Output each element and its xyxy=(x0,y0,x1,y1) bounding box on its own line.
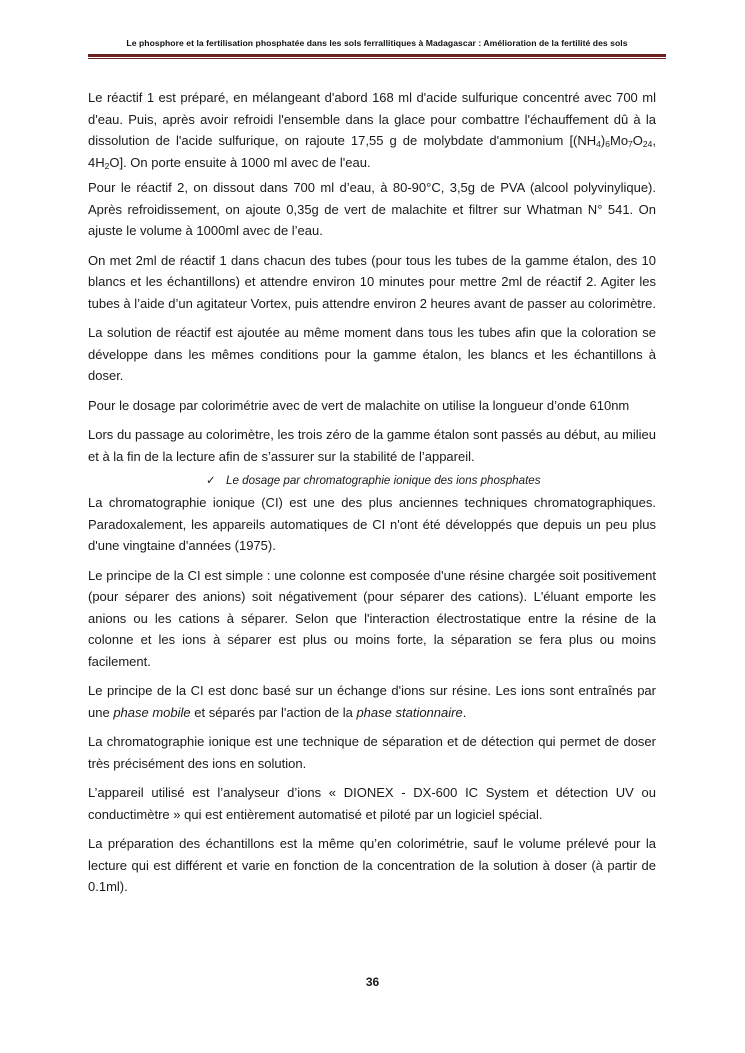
text-run: ) xyxy=(600,133,606,148)
emphasis-phase-mobile: phase mobile xyxy=(113,704,191,720)
paragraph-ci-definition: La chromatographie ionique est une technique de séparation et de détection qui permet de doser très précisément des ions en solution. xyxy=(88,734,656,771)
paragraph-wavelength: Pour le dosage par colorimétrie avec de vert de malachite on utilise la longueur d’onde 610nm xyxy=(88,397,630,413)
paragraph-ion-exchange xyxy=(88,680,656,723)
checkmark-icon: ✓ xyxy=(206,474,216,487)
paragraph-ci-principle: Le principe de la CI est simple : une colonne est composée d'une résine chargée soit positivement (pour séparer des anions) soit négativement (pour séparer des cations). L'éluant emporte les anions ou les cations à séparer. Selon que l'interaction électrostatique entre la résine de la colonne et les ions à séparer est plus ou moins forte, la séparation se fera plus ou moins facilement. xyxy=(88,567,656,669)
text-run: Le principe de la CI est donc basé sur un échange d'ions sur résine. Les ions sont entraînés par une xyxy=(88,683,656,720)
paragraph-tubes-procedure: On met 2ml de réactif 1 dans chacun des tubes (pour tous les tubes de la gamme étalon, des 10 blancs et les échantillons) et attendre environ 10 minutes pour mettre 2ml de réactif 2. Agiter les tubes à l’aide d’un agitateur Vortex, puis attendre environ 2 heures avant de passer au colorimètre. xyxy=(88,252,657,311)
subscript: 2 xyxy=(104,160,110,171)
text-run: . xyxy=(462,704,467,720)
paragraph-ci-intro: La chromatographie ionique (CI) est une des plus anciennes techniques chromatographiques. Paradoxalement, les appareils automatiques de CI n'ont été développés que depuis un peu plus d'une vingtaine d'années (1975). xyxy=(88,495,656,553)
text-run: O xyxy=(632,133,643,148)
subscript: 7 xyxy=(628,139,633,149)
paragraph-reagent-2: Pour le réactif 2, on dissout dans 700 ml d’eau, à 80-90°C, 3,5g de PVA (alcool polyvinylique). Après refroidissement, on ajoute 0,35g de vert de malachite et filtrer sur Whatman N° 541. On ajuste le volume à 1000ml avec de l’eau. xyxy=(88,180,656,238)
text-run: O]. On porte ensuite à 1000 ml avec de l'eau. xyxy=(109,154,371,170)
paragraph-sample-prep: La préparation des échantillons est la même qu’en colorimétrie, sauf le volume prélevé pour la lecture qui est différent et varie en fonction de la concentration de la solution à doser (à partir de 0.1ml). xyxy=(88,836,656,894)
page-number: 36 xyxy=(365,975,380,989)
running-header: Le phosphore et la fertilisation phosphatée dans les sols ferrallitiques à Madagascar : Amélioration de la fertilité des sols xyxy=(126,38,628,48)
text-run: Le réactif 1 est préparé, en mélangeant d'abord 168 ml d'acide sulfurique concentré avec 700 ml d'eau. Puis, après avoir refroidi l'ensemble dans la glace pour combattre l'échauffement dû à la dissolution de l'acide sulfurique, on rajoute 17,55 g de molybdate d'ammonium [(NH xyxy=(88,90,656,148)
paragraph-apparatus: L’appareil utilisé est l’analyseur d’ions « DIONEX - DX-600 IC System et détection UV ou conductimètre » qui est entièrement automatisé et piloté par un logiciel spécial. xyxy=(88,785,656,822)
paragraph-reagent-1 xyxy=(88,87,656,173)
bullet-heading: Le dosage par chromatographie ionique des ions phosphates xyxy=(226,474,541,487)
subscript: 4 xyxy=(596,139,601,149)
text-run: , 4H xyxy=(88,133,656,170)
header-rule-thin xyxy=(88,58,666,59)
paragraph-colorimeter-zero: Lors du passage au colorimètre, les trois zéro de la gamme étalon sont passés au début, au milieu et à la fin de la lecture afin de s’assurer sur la stabilité de l’appareil. xyxy=(88,427,656,464)
text-run: Mo xyxy=(609,133,629,148)
body-text xyxy=(88,87,656,906)
text-run: et séparés par l'action de la xyxy=(190,704,357,720)
subscript: 24 xyxy=(642,139,653,149)
paragraph-reagent-timing: La solution de réactif est ajoutée au même moment dans tous les tubes afin que la coloration se développe dans les mêmes conditions pour la gamme étalon, les blancs et les échantillons à doser. xyxy=(88,325,656,383)
subscript: 6 xyxy=(605,139,610,149)
emphasis-phase-stationnaire: phase stationnaire xyxy=(356,704,463,720)
section-bullet xyxy=(206,471,656,491)
header-rule-thick xyxy=(88,54,666,57)
